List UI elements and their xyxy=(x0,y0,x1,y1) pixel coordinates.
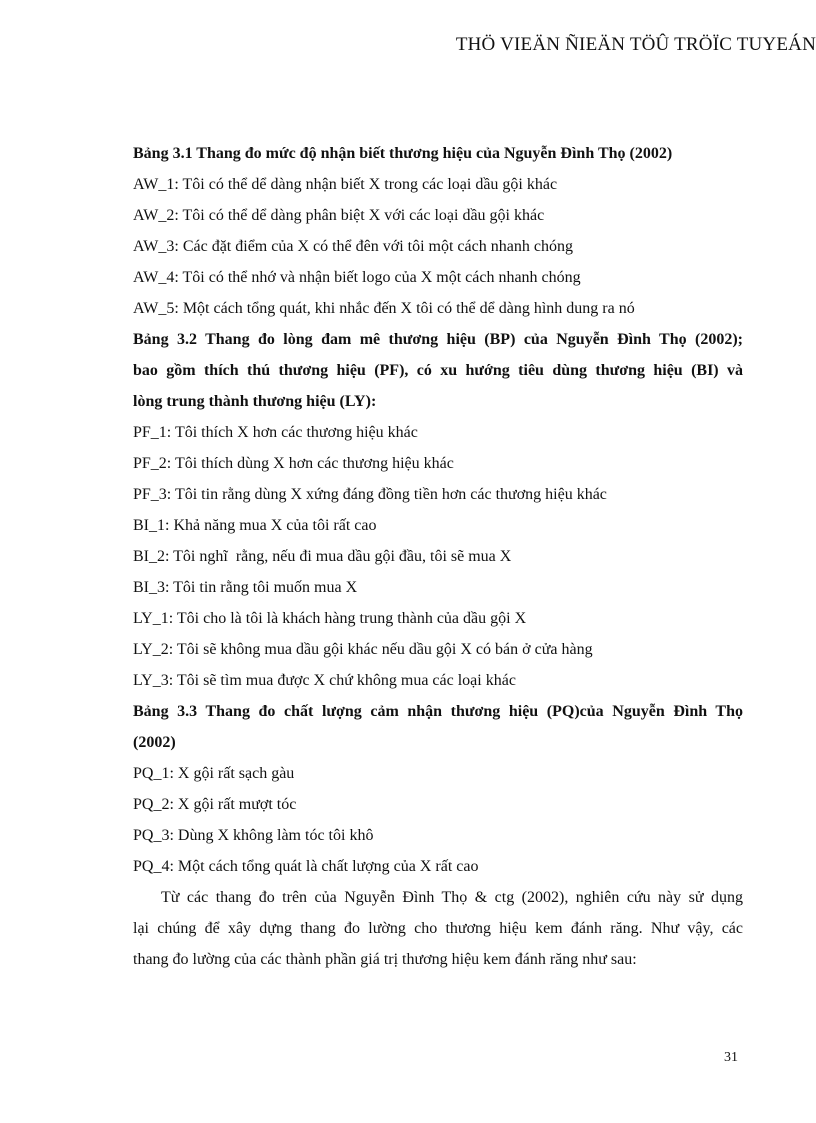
list-item-bi-1: BI_1: Khả năng mua X của tôi rất cao xyxy=(133,517,377,534)
list-item-pq-3: PQ_3: Dùng X không làm tóc tôi khô xyxy=(133,827,374,844)
list-item-pf-3: PF_3: Tôi tin rằng dùng X xứng đáng đồng tiền hơn các thương hiệu khác xyxy=(133,486,607,503)
page-number: 31 xyxy=(724,1050,738,1065)
paragraph-line-3: thang đo lường của các thành phần giá trị thương hiệu kem đánh răng như sau: xyxy=(133,951,637,968)
paragraph-line-2: lại chúng để xây dựng thang đo lường cho thương hiệu kem đánh răng. Như vậy, các xyxy=(133,920,743,937)
list-item-aw-4: AW_4: Tôi có thể nhớ và nhận biết logo của X một cách nhanh chóng xyxy=(133,269,581,286)
table-3-3-title-line-2: (2002) xyxy=(133,734,176,751)
list-item-aw-1: AW_1: Tôi có thể dể dàng nhận biết X trong các loại dầu gội khác xyxy=(133,176,558,193)
table-3-2-title-line-3: lòng trung thành thương hiệu (LY): xyxy=(133,393,377,410)
list-item-pf-1: PF_1: Tôi thích X hơn các thương hiệu khác xyxy=(133,424,418,441)
list-item-bi-3: BI_3: Tôi tin rằng tôi muốn mua X xyxy=(133,579,358,596)
list-item-pq-1: PQ_1: X gội rất sạch gàu xyxy=(133,765,295,782)
list-item-ly-1: LY_1: Tôi cho là tôi là khách hàng trung thành của dầu gội X xyxy=(133,610,527,627)
table-3-2-title-line-1: Bảng 3.2 Thang đo lòng đam mê thương hiệu (BP) của Nguyễn Đình Thọ (2002); xyxy=(133,331,743,348)
table-3-2-title-line-2: bao gồm thích thú thương hiệu (PF), có xu hướng tiêu dùng thương hiệu (BI) và xyxy=(133,362,743,379)
document-body xyxy=(133,138,743,975)
list-item-pq-4: PQ_4: Một cách tổng quát là chất lượng của X rất cao xyxy=(133,858,479,875)
list-item-aw-3: AW_3: Các đặt điểm của X có thể đên với tôi một cách nhanh chóng xyxy=(133,238,573,255)
list-item-bi-2: BI_2: Tôi nghĩ rằng, nếu đi mua dầu gội đầu, tôi sẽ mua X xyxy=(133,548,512,565)
list-item-pq-2: PQ_2: X gội rất mượt tóc xyxy=(133,796,297,813)
page-header-title: THÖ VIEÄN ÑIEÄN TÖÛ TRÖÏC TUYEÁN xyxy=(455,34,816,55)
list-item-aw-2: AW_2: Tôi có thể dể dàng phân biệt X với các loại dầu gội khác xyxy=(133,207,545,224)
paragraph-line-1: Từ các thang đo trên của Nguyễn Đình Thọ & ctg (2002), nghiên cứu này sử dụng xyxy=(161,889,743,906)
list-item-pf-2: PF_2: Tôi thích dùng X hơn các thương hiệu khác xyxy=(133,455,454,472)
list-item-aw-5: AW_5: Một cách tổng quát, khi nhắc đến X tôi có thể dể dàng hình dung ra nó xyxy=(133,300,635,317)
list-item-ly-3: LY_3: Tôi sẽ tìm mua được X chứ không mua các loại khác xyxy=(133,672,516,689)
list-item-ly-2: LY_2: Tôi sẽ không mua dầu gội khác nếu dầu gội X có bán ở cửa hàng xyxy=(133,641,593,658)
table-3-1-title: Bảng 3.1 Thang đo mức độ nhận biết thương hiệu của Nguyễn Đình Thọ (2002) xyxy=(133,145,673,162)
table-3-3-title-line-1: Bảng 3.3 Thang đo chất lượng cảm nhận thương hiệu (PQ)của Nguyễn Đình Thọ xyxy=(133,703,743,720)
